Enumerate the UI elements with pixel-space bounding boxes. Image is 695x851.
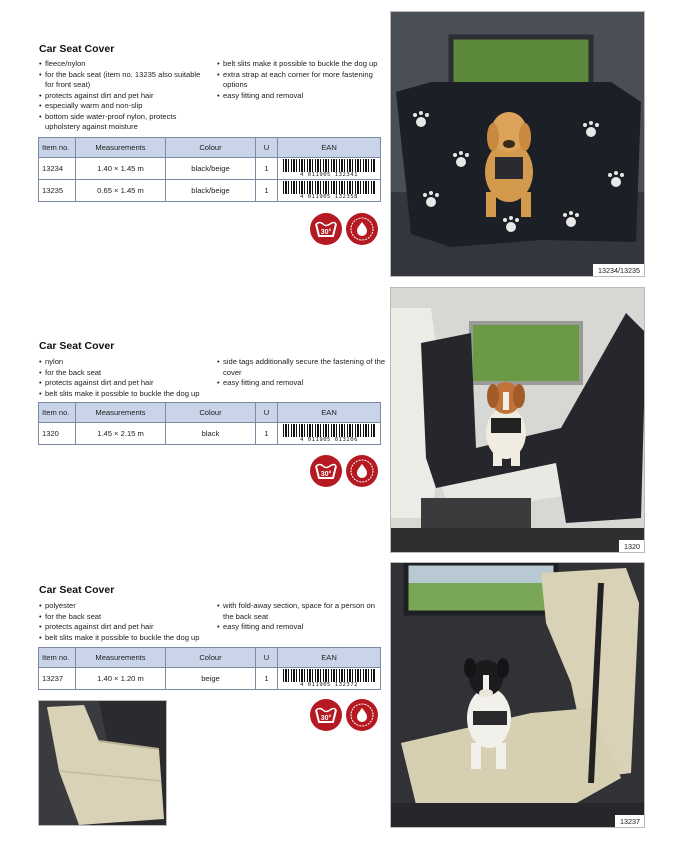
product-photo — [390, 562, 645, 828]
fabric-care-icon — [346, 455, 378, 487]
cell-item-no: 13235 — [39, 180, 76, 202]
table-header-row — [39, 138, 381, 158]
feature-item: • protects against dirt and pet hair — [39, 378, 214, 389]
barcode-icon — [283, 424, 375, 437]
cell-measurements: 1.45 × 2.15 m — [76, 423, 166, 445]
table-row — [39, 668, 381, 690]
feature-item: • bottom side water-proof nylon, protects upholstery against moisture — [39, 112, 209, 133]
ean-number: 4 011905 132341 — [299, 172, 359, 178]
product-title: Car Seat Cover — [39, 43, 115, 55]
table-row — [39, 158, 381, 180]
feature-list-right — [217, 357, 387, 389]
dog-on-beige-seat-cover-photo — [391, 563, 645, 828]
feature-item: • nylon — [39, 357, 214, 368]
spec-table — [38, 137, 381, 202]
feature-item: • side tags additionally secure the fastening of the cover — [217, 357, 387, 378]
feature-list-left — [39, 357, 214, 399]
cell-ean — [278, 180, 381, 202]
barcode-icon — [283, 159, 375, 172]
cell-colour: black/beige — [166, 180, 256, 202]
ean-number: 4 011905 013206 — [299, 437, 359, 443]
detail-photo — [38, 700, 167, 826]
feature-item: • fleece/nylon — [39, 59, 209, 70]
table-row — [39, 423, 381, 445]
product-title: Car Seat Cover — [39, 340, 115, 352]
cell-ean — [278, 668, 381, 690]
wash-temp-label: 30° — [320, 715, 332, 722]
wash-temp-label: 30° — [320, 229, 332, 236]
product-title: Car Seat Cover — [39, 584, 115, 596]
photo-item-label: 1320 — [619, 540, 644, 552]
cell-colour: black/beige — [166, 158, 256, 180]
feature-item: • for the back seat (item no. 13235 also suitable for front seat) — [39, 70, 209, 91]
feature-list-right — [217, 601, 387, 633]
wash-30-icon — [310, 699, 342, 731]
cell-colour: beige — [166, 668, 256, 690]
header-colour: Colour — [166, 138, 256, 158]
cell-colour: black — [166, 423, 256, 445]
feature-item: • protects against dirt and pet hair — [39, 622, 214, 633]
feature-item: • for the back seat — [39, 368, 214, 379]
cell-unit: 1 — [256, 158, 278, 180]
product-photo — [390, 287, 645, 553]
dog-on-paw-print-seat-cover-photo — [391, 12, 645, 277]
header-unit: U — [256, 403, 278, 423]
header-unit: U — [256, 138, 278, 158]
header-item-no: Item no. — [39, 138, 76, 158]
care-icons — [310, 699, 378, 731]
care-icons — [310, 455, 378, 487]
feature-list-left — [39, 59, 209, 133]
header-ean: EAN — [278, 403, 381, 423]
header-ean: EAN — [278, 648, 381, 668]
table-header-row — [39, 403, 381, 423]
header-ean: EAN — [278, 138, 381, 158]
feature-item: • protects against dirt and pet hair — [39, 91, 209, 102]
feature-item: • with fold-away section, space for a person on the back seat — [217, 601, 387, 622]
header-measurements: Measurements — [76, 403, 166, 423]
fabric-care-icon — [346, 213, 378, 245]
header-item-no: Item no. — [39, 648, 76, 668]
cell-ean — [278, 423, 381, 445]
dog-on-black-seat-cover-photo — [391, 288, 645, 553]
feature-item: • especially warm and non-slip — [39, 101, 209, 112]
feature-item: • polyester — [39, 601, 214, 612]
cell-unit: 1 — [256, 180, 278, 202]
feature-list-left — [39, 601, 214, 643]
header-measurements: Measurements — [76, 648, 166, 668]
cell-unit: 1 — [256, 668, 278, 690]
wash-30-icon — [310, 455, 342, 487]
fabric-care-icon — [346, 699, 378, 731]
feature-item: • easy fitting and removal — [217, 378, 387, 389]
product-photo — [390, 11, 645, 277]
spec-table — [38, 647, 381, 690]
table-header-row — [39, 648, 381, 668]
cell-measurements: 1.40 × 1.45 m — [76, 158, 166, 180]
feature-item: • belt slits make it possible to buckle the dog up — [39, 389, 214, 400]
barcode-icon — [283, 669, 375, 682]
feature-item: • belt slits make it possible to buckle the dog up — [39, 633, 214, 644]
ean-number: 4 011905 132372 — [299, 682, 359, 688]
cell-item-no: 13234 — [39, 158, 76, 180]
header-unit: U — [256, 648, 278, 668]
cell-measurements: 1.40 × 1.20 m — [76, 668, 166, 690]
cell-unit: 1 — [256, 423, 278, 445]
wash-temp-label: 30° — [320, 471, 332, 478]
feature-item: • easy fitting and removal — [217, 91, 387, 102]
feature-item: • easy fitting and removal — [217, 622, 387, 633]
table-row — [39, 180, 381, 202]
cell-item-no: 13237 — [39, 668, 76, 690]
cell-measurements: 0.65 × 1.45 m — [76, 180, 166, 202]
feature-item: • belt slits make it possible to buckle the dog up — [217, 59, 387, 70]
wash-30-icon — [310, 213, 342, 245]
feature-item: • extra strap at each corner for more fastening options — [217, 70, 387, 91]
spec-table — [38, 402, 381, 445]
header-measurements: Measurements — [76, 138, 166, 158]
photo-item-label: 13234/13235 — [593, 264, 644, 276]
feature-item: • for the back seat — [39, 612, 214, 623]
ean-number: 4 011905 132358 — [299, 194, 359, 200]
feature-list-right — [217, 59, 387, 101]
care-icons — [310, 213, 378, 245]
header-colour: Colour — [166, 403, 256, 423]
cell-ean — [278, 158, 381, 180]
beige-cover-on-seat-photo — [39, 701, 167, 826]
photo-item-label: 13237 — [615, 815, 644, 827]
barcode-icon — [283, 181, 375, 194]
cell-item-no: 1320 — [39, 423, 76, 445]
header-colour: Colour — [166, 648, 256, 668]
header-item-no: Item no. — [39, 403, 76, 423]
